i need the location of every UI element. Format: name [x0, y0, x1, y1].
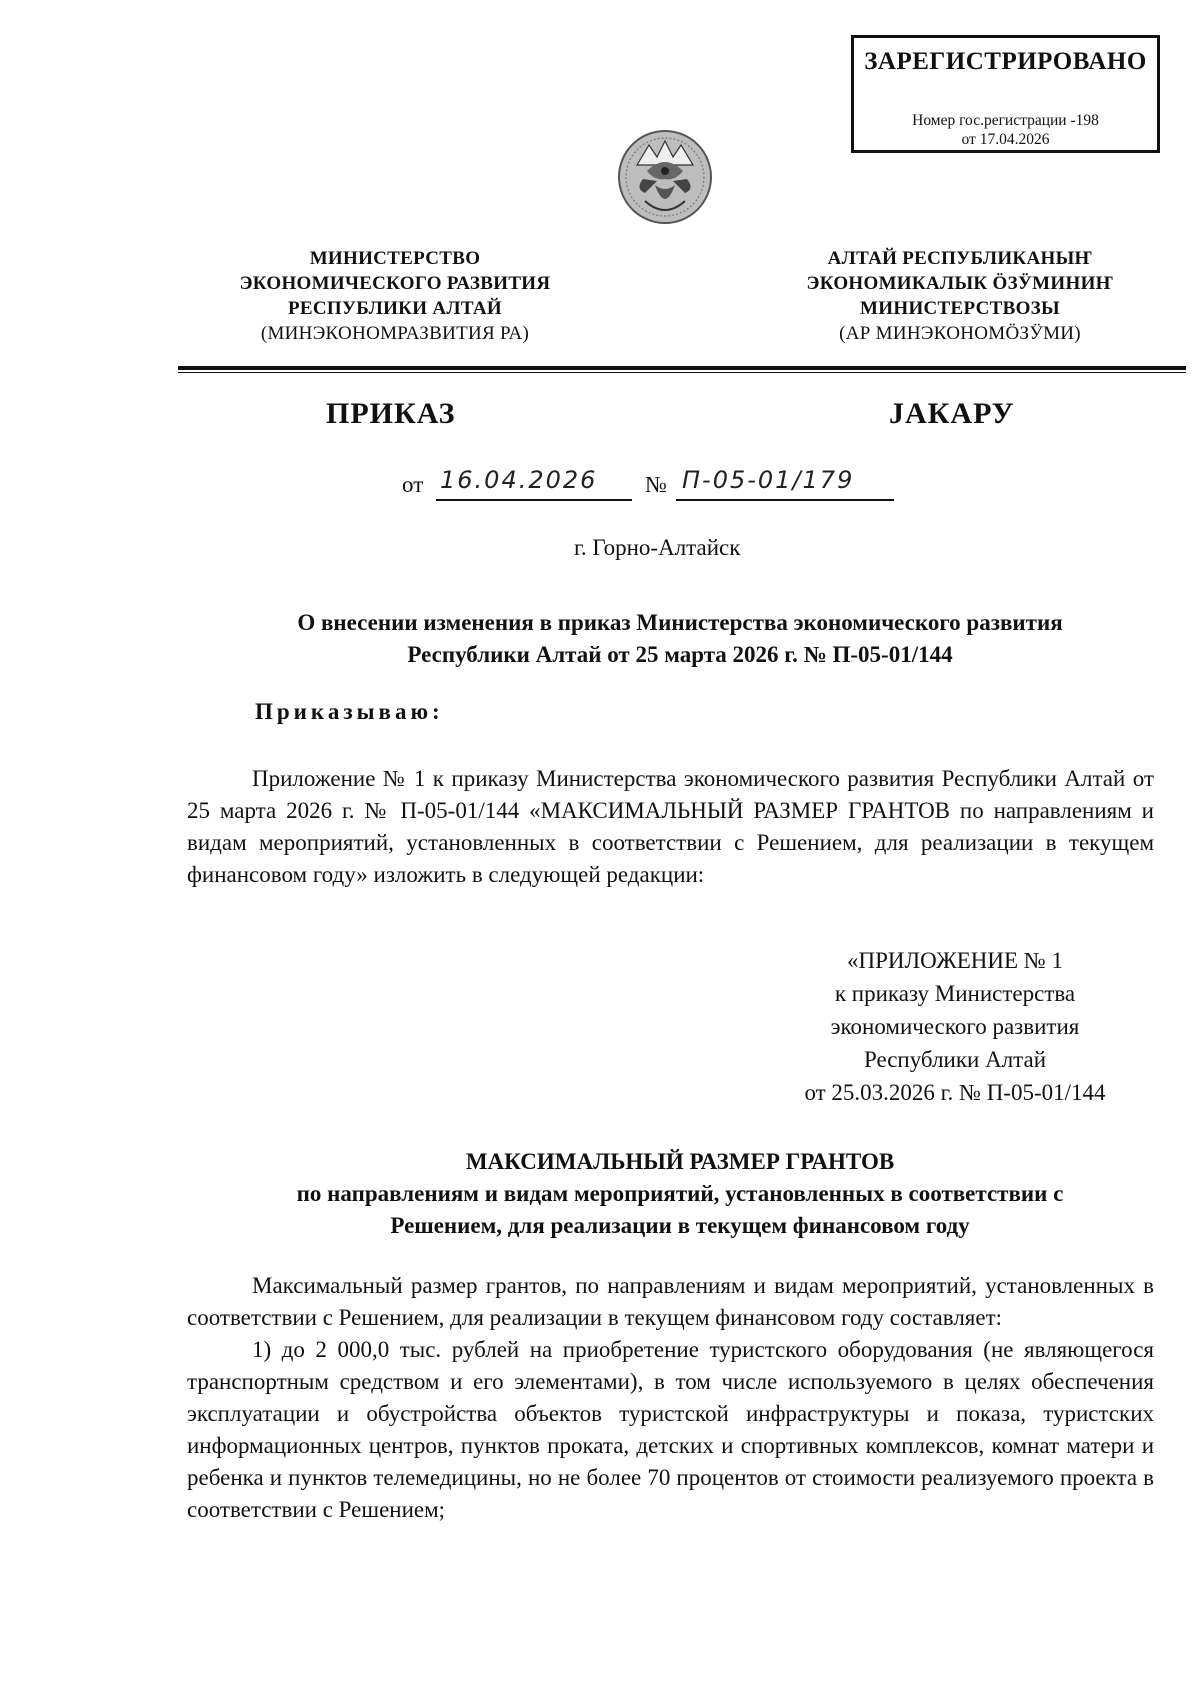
grants-title-line2: по направлениям и видам мероприятий, установленных в соответствии с — [296, 1181, 1064, 1206]
document-title-line2: Республики Алтай от 25 марта 2026 г. № П-05-01/144 — [407, 642, 953, 667]
appendix-line3: экономического развития — [830, 1014, 1080, 1039]
handwritten-date: 16.04.2026 — [440, 466, 598, 494]
stamp-title: ЗАРЕГИСТРИРОВАНО — [864, 48, 1147, 75]
header-divider-thick — [178, 366, 1186, 370]
document-title — [175, 607, 1185, 671]
issuing-city: г. Горно-Алтайск — [574, 535, 741, 560]
ministry-name-altai-line3: МИНИСТЕРСТВОЗЫ — [860, 298, 1060, 319]
appendix-line4: Республики Алтай — [863, 1047, 1047, 1072]
date-underline — [436, 499, 632, 501]
appendix-line2: к приказу Министерства — [834, 981, 1076, 1006]
stamp-registration-number: Номер гос.регистрации -198 — [912, 112, 1099, 129]
ministry-header-altai — [760, 246, 1160, 346]
ministry-name-altai-line1: АЛТАЙ РЕСПУБЛИКАНЫҤ — [827, 248, 1093, 269]
decree-word: Приказываю: — [255, 699, 444, 724]
stamp-registration-date: от 17.04.2026 — [961, 131, 1050, 148]
ministry-name-line2: ЭКОНОМИЧЕСКОГО РАЗВИТИЯ — [239, 273, 551, 294]
ministry-name-altai-line2: ЭКОНОМИКАЛЫК ӦЗӰМИНИҤ — [806, 273, 1114, 294]
grants-title-line1: МАКСИМАЛЬНЫЙ РАЗМЕР ГРАНТОВ — [465, 1149, 895, 1174]
handwritten-order-number: П-05-01/179 — [682, 466, 855, 494]
registration-stamp — [851, 35, 1160, 153]
appendix-line5: от 25.03.2026 г. № П-05-01/144 — [804, 1080, 1106, 1105]
number-sign: № — [645, 472, 667, 497]
amendment-paragraph: Приложение № 1 к приказу Министерства экономического развития Республики Алтай от 25 марта 2026 г. № П-05-01/144 «МАКСИМАЛЬНЫЙ РАЗМЕР ГРАНТОВ по направлениям и видам мероприятий, установленных в соответствии с Решением, для реализации в текущем финансовом году» изложить в следующей редакции: — [187, 766, 1154, 887]
header-divider-thin — [178, 372, 1186, 373]
grant-item-1: 1) до 2 000,0 тыс. рублей на приобретение туристского оборудования (не являющегося транспортным средством и его элементами), в том числе используемого в целях обеспечения эксплуатации и обустройства объектов туристской инфраструктуры и показа, туристских информационных центров, пунктов проката, детских и спортивных комплексов, комнат матери и ребенка и пунктов телемедицины, но не более 70 процентов от стоимости реализуемого проекта в соответствии с Решением; — [187, 1337, 1154, 1522]
date-prefix: от — [402, 472, 424, 497]
grants-intro-paragraph: Максимальный размер грантов, по направлениям и видам мероприятий, установленных в соответствии с Решением, для реализации в текущем финансовом году составляет: — [187, 1273, 1154, 1330]
grants-title-line3: Решением, для реализации в текущем финансовом году — [390, 1213, 970, 1238]
grants-section-title — [175, 1146, 1185, 1242]
order-title-altai: ЈАКАРУ — [889, 397, 1015, 430]
number-underline — [676, 499, 894, 501]
appendix-reference-block — [740, 944, 1170, 1109]
appendix-line1: «ПРИЛОЖЕНИЕ № 1 — [846, 948, 1064, 973]
ministry-abbreviation-altai: (АР МИНЭКОНОМӦЗӰМИ) — [839, 323, 1081, 344]
order-title-russian: ПРИКАЗ — [326, 397, 456, 430]
ministry-name-line3: РЕСПУБЛИКИ АЛТАЙ — [288, 298, 502, 319]
ministry-name-line1: МИНИСТЕРСТВО — [309, 248, 481, 269]
grants-body — [187, 1270, 1154, 1526]
ministry-header-russian — [200, 246, 590, 346]
republic-altai-coat-of-arms-icon — [615, 123, 715, 231]
ministry-abbreviation: (МИНЭКОНОМРАЗВИТИЯ РА) — [260, 323, 530, 344]
document-title-line1: О внесении изменения в приказ Министерства экономического развития — [297, 610, 1063, 635]
